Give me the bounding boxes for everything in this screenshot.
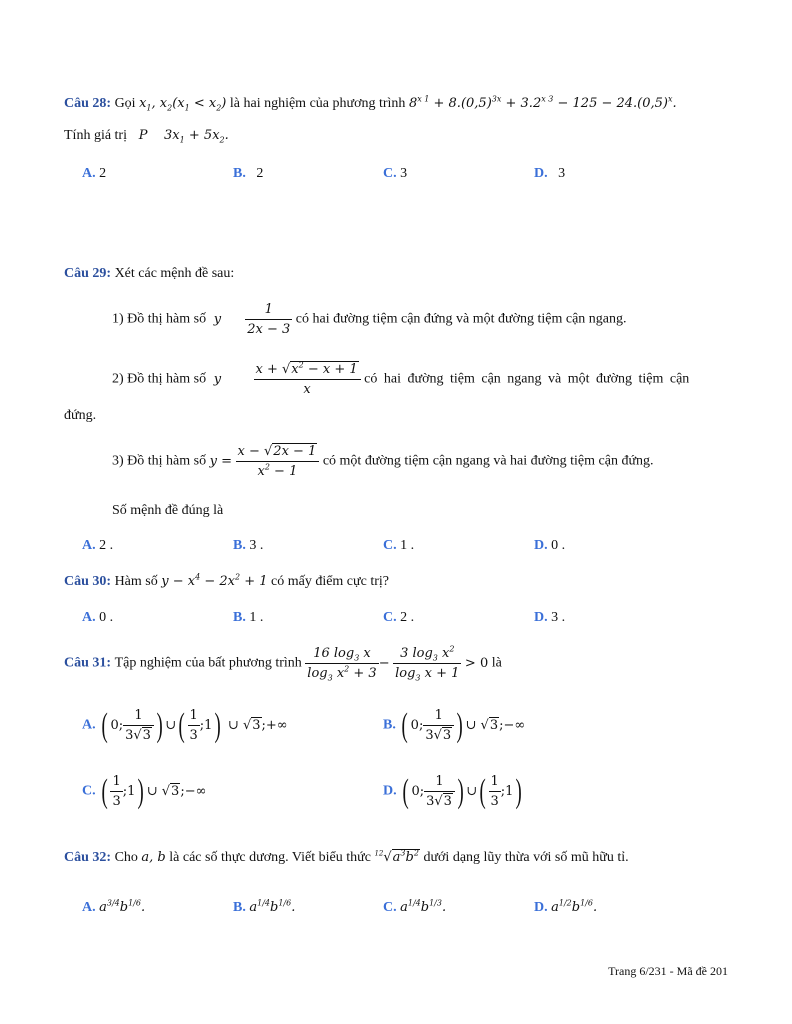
statement-2-fraction: $\frac{x + √x^2 - x + 1}{x}$ bbox=[254, 362, 361, 397]
question-29-text: Xét các mệnh đề sau: bbox=[114, 266, 235, 281]
question-31-label: Câu 31: bbox=[64, 655, 112, 671]
statement-2-wrap: đứng. bbox=[64, 408, 97, 423]
question-30-option-c[interactable]: C. 2 . bbox=[383, 610, 415, 625]
question-30-function: $y - x^4 - 2x^2 + 1$ bbox=[161, 572, 268, 589]
question-31-text-1: Tập nghiệm của bất phương trình bbox=[114, 655, 302, 671]
question-32-option-c[interactable]: C. $a^{1/4}b^{1/3}$. bbox=[383, 898, 447, 915]
statement-1: 1) Đồ thị hàm số y $\frac{1}{2x - 3}$ có hai đường tiệm cận đứng và một đường tiệm cận ngang. bbox=[112, 302, 627, 337]
question-29-conclusion: Số mệnh đề đúng là bbox=[112, 503, 224, 518]
question-30-text-2: có mấy điểm cực trị? bbox=[271, 574, 389, 589]
question-32-radical: $^{12}√a^3b^2$ bbox=[374, 848, 419, 865]
question-31-option-d[interactable]: D. ( 0; $\frac{1}{3√3}$ ) ∪( $\frac{1}{3}$ ;1) bbox=[383, 772, 523, 810]
statement-1-fraction: $\frac{1}{2x - 3}$ bbox=[247, 302, 291, 337]
question-32-text-2: là các số thực dương. Viết biểu thức bbox=[169, 850, 371, 865]
question-31-fraction-2: $\frac{3 \log_3 x^2}{\log_3 x + 1}$ bbox=[395, 644, 460, 683]
question-30-label: Câu 30: bbox=[64, 574, 112, 589]
question-32-option-b[interactable]: B. $a^{1/4}b^{1/6}$. bbox=[233, 898, 296, 915]
question-28-roots: $x_1$, $x_2(x_1 < x_2)$ bbox=[139, 96, 227, 113]
question-28 bbox=[64, 96, 677, 112]
question-28-equation: $8^{x 1} + 8.(0,5)^{3x} + 3.2^{x 3} - 125 - 24.(0,5)^x$. bbox=[408, 94, 677, 111]
question-31-text-2: là bbox=[491, 655, 502, 671]
question-31-option-b[interactable]: B. ( 0; $\frac{1}{3√3}$ ) ∪ √3;−∞ bbox=[383, 706, 526, 744]
question-28-expression: P $3x_1 + 5x_2$. bbox=[130, 128, 229, 145]
question-30-text-1: Hàm số bbox=[114, 574, 158, 589]
question-32-variables: a, b bbox=[141, 850, 166, 865]
question-28-option-a[interactable]: A. 2 bbox=[82, 166, 107, 181]
question-32-option-d[interactable]: D. $a^{1/2}b^{1/6}$. bbox=[534, 898, 598, 915]
question-28-text-1: Gọi bbox=[114, 96, 136, 111]
question-32-label: Câu 32: bbox=[64, 850, 112, 865]
question-32-option-a[interactable]: A. $a^{3/4}b^{1/6}$. bbox=[82, 898, 146, 915]
question-28-option-b[interactable]: B. 2 bbox=[233, 166, 264, 181]
question-28-line-2 bbox=[64, 128, 229, 144]
question-29-option-c[interactable]: C. 1 . bbox=[383, 538, 415, 553]
question-31-option-a[interactable]: A. ( 0; $\frac{1}{3√3}$ ) ∪( $\frac{1}{3}$ ;1) ∪ √3;+∞ bbox=[82, 706, 288, 744]
question-29 bbox=[64, 266, 234, 282]
question-31: Câu 31: Tập nghiệm của bất phương trình $\frac{16 \log_3 x}{\log_3 x^2 + 3}$ − $\frac{3 \log_3 x^2}{\log_3 x + 1}$ > 0 là bbox=[64, 644, 502, 683]
question-28-label: Câu 28: bbox=[64, 96, 112, 111]
question-30-option-b[interactable]: B. 1 . bbox=[233, 610, 264, 625]
question-29-option-b[interactable]: B. 3 . bbox=[233, 538, 264, 553]
question-32 bbox=[64, 850, 629, 866]
question-31-option-c[interactable]: C. ( $\frac{1}{3}$ ;1) ∪ √3;−∞ bbox=[82, 772, 207, 810]
question-29-option-d[interactable]: D. 0 . bbox=[534, 538, 566, 553]
question-31-fraction-1: $\frac{16 \log_3 x}{\log_3 x^2 + 3}$ bbox=[307, 646, 377, 683]
question-30-option-a[interactable]: A. 0 . bbox=[82, 610, 114, 625]
statement-2: 2) Đồ thị hàm số y $\frac{x + √x^2 - x + 1}{x}$ có hai đường tiệm cận ngang và một đường tiệm cận bbox=[112, 360, 690, 397]
question-32-text-3: dưới dạng lũy thừa với số mũ hữu tỉ. bbox=[423, 850, 629, 865]
statement-3: 3) Đồ thị hàm số y = $\frac{x - √2x - 1}{x^2 - 1}$ có một đường tiệm cận ngang và hai đường tiệm cận đứng. bbox=[112, 444, 654, 479]
question-28-option-d[interactable]: D. 3 bbox=[534, 166, 566, 181]
question-30-option-d[interactable]: D. 3 . bbox=[534, 610, 566, 625]
page-footer: Trang 6/231 - Mã đề 201 bbox=[608, 964, 728, 978]
question-32-text-1: Cho bbox=[114, 850, 138, 865]
question-29-option-a[interactable]: A. 2 . bbox=[82, 538, 114, 553]
question-29-label: Câu 29: bbox=[64, 266, 112, 281]
question-28-option-c[interactable]: C. 3 bbox=[383, 166, 408, 181]
question-28-text-2: là hai nghiệm của phương trình bbox=[229, 96, 406, 111]
question-30 bbox=[64, 574, 389, 590]
question-28-text-3: Tính giá trị bbox=[64, 128, 127, 143]
statement-3-fraction: $\frac{x - √2x - 1}{x^2 - 1}$ bbox=[236, 444, 320, 479]
